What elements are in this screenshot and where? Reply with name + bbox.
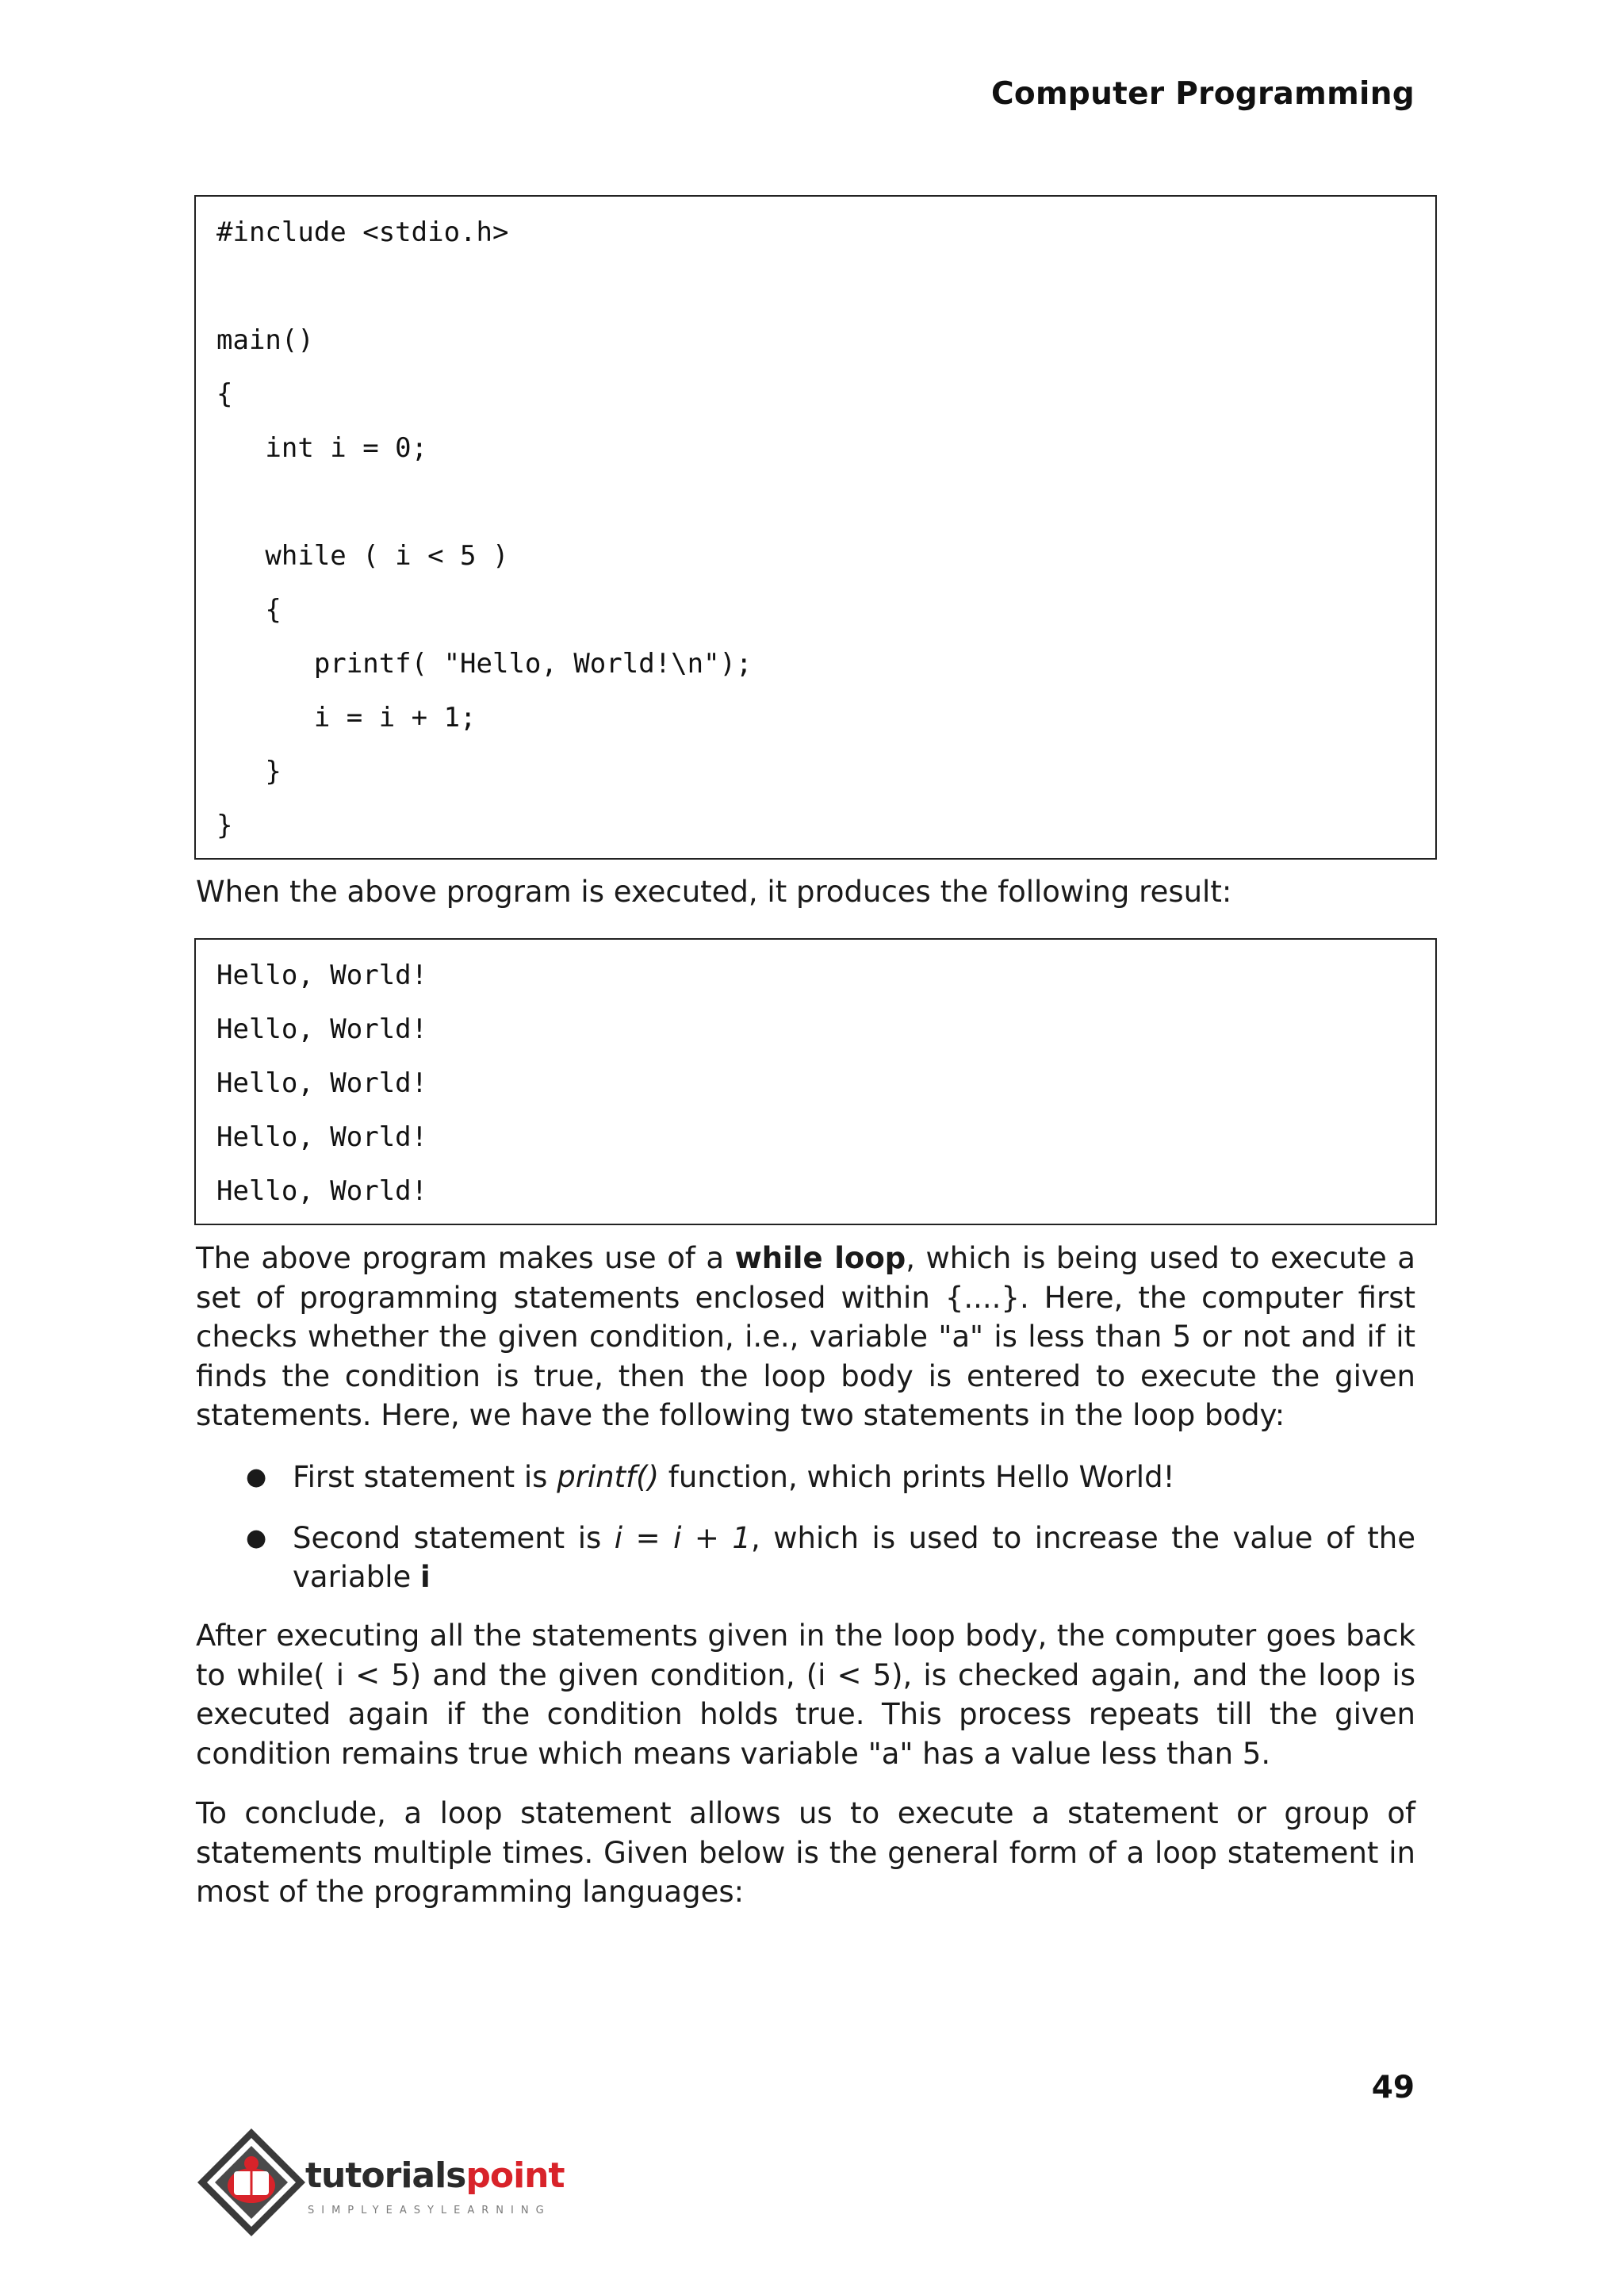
output-line: Hello, World! bbox=[216, 1175, 428, 1207]
paragraph-conclusion: To conclude, a loop statement allows us to execute a statement or group of statements multiple times. Given below is the general form of a loop statement in most of the programming languages: bbox=[196, 1796, 1415, 1909]
program-code-block bbox=[194, 195, 1437, 860]
list-item-text: function, which prints Hello World! bbox=[659, 1460, 1175, 1494]
code-line: { bbox=[216, 594, 282, 626]
list-item bbox=[196, 1458, 1415, 1497]
bold-term: while loop bbox=[734, 1241, 906, 1275]
code-line: while ( i < 5 ) bbox=[216, 540, 509, 572]
code-line: #include <stdio.h> bbox=[216, 216, 509, 248]
intro-text: When the above program is executed, it produces the following result: bbox=[196, 875, 1232, 909]
output-line: Hello, World! bbox=[216, 1121, 428, 1153]
output-line: Hello, World! bbox=[216, 1067, 428, 1099]
running-header: Computer Programming bbox=[990, 76, 1415, 112]
bullet-icon: ● bbox=[246, 1523, 267, 1552]
paragraph-loop-execution: After executing all the statements given in the loop body, the computer goes back to while( i < 5) and the given condition, (i < 5), is checked again, and the loop is executed again if the condition holds true. This process repeats till the given condition remains true which means variable "a" has a value less than 5. bbox=[196, 1619, 1415, 1771]
output-line: Hello, World! bbox=[216, 1013, 428, 1045]
paragraph-while-loop bbox=[196, 1239, 1415, 1435]
tutorialspoint-logo bbox=[194, 2125, 591, 2260]
statement-list bbox=[196, 1458, 1415, 1619]
code-line: } bbox=[216, 756, 282, 787]
code-line bbox=[216, 484, 1435, 538]
logo-mark-icon bbox=[194, 2125, 309, 2240]
bullet-icon: ● bbox=[246, 1463, 267, 1491]
logo-word: tutorials bbox=[305, 2155, 466, 2196]
list-item-text: Second statement is bbox=[293, 1520, 615, 1555]
paragraph-text: , which is being used to execute a set of programming statements enclosed within {....}. Here, the computer first checks whether the given condition, i.e., variable "a" is less than 5 or not and if it finds the condition is true, then the loop body is entered to execute the given statements. Here, we have the following two statements in the loop body: bbox=[196, 1241, 1415, 1432]
logo-tagline: SIMPLYEASYLEARNING bbox=[308, 2205, 551, 2216]
paragraph-text: The above program makes use of a bbox=[196, 1241, 735, 1275]
list-item bbox=[196, 1519, 1415, 1597]
code-line: int i = 0; bbox=[216, 432, 428, 464]
output-block bbox=[194, 938, 1437, 1225]
code-line: i = i + 1; bbox=[216, 702, 477, 734]
code-line: } bbox=[216, 810, 233, 841]
list-item-text: First statement is bbox=[293, 1460, 557, 1494]
output-line: Hello, World! bbox=[216, 960, 428, 991]
page-number: 49 bbox=[1371, 2070, 1415, 2105]
code-line: printf( "Hello, World!\n"); bbox=[216, 648, 753, 680]
logo-word: point bbox=[465, 2155, 565, 2196]
italic-term: printf() bbox=[557, 1460, 660, 1494]
bold-term: i bbox=[420, 1560, 431, 1594]
code-line bbox=[216, 268, 1435, 322]
list-item-text: , which is used to increase the value of the variable bbox=[293, 1520, 1415, 1594]
italic-term: i = i + 1 bbox=[614, 1520, 751, 1555]
code-line: main() bbox=[216, 324, 314, 356]
logo-wordmark bbox=[305, 2155, 565, 2196]
code-line: { bbox=[216, 378, 233, 410]
